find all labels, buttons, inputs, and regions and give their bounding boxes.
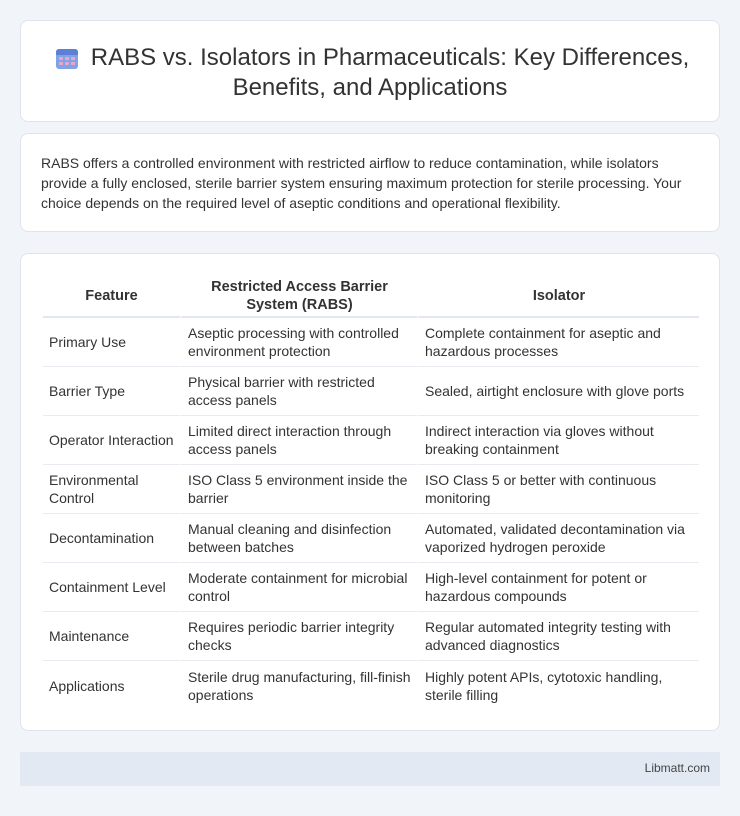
row-isolator: ISO Class 5 or better with continuous monitoring — [417, 465, 699, 514]
table-row — [43, 367, 699, 416]
comparison-table-card — [20, 253, 720, 731]
row-rabs: Limited direct interaction through access panels — [180, 416, 417, 465]
table-row — [43, 612, 699, 661]
footer — [20, 752, 720, 786]
table-row — [43, 416, 699, 465]
row-rabs: Aseptic processing with controlled environment protection — [180, 318, 417, 367]
comparison-table — [43, 276, 699, 710]
row-feature: Containment Level — [43, 563, 180, 612]
summary-text: RABS offers a controlled environment with restricted airflow to reduce contamination, while isolators provide a fully enclosed, sterile barrier system ensuring maximum protection for sterile processing. Your choice depends on the required level of aseptic conditions and operational flexibility. — [41, 155, 682, 211]
table-header-row — [43, 276, 699, 318]
row-feature: Decontamination — [43, 514, 180, 563]
row-rabs: Sterile drug manufacturing, fill-finish operations — [180, 661, 417, 710]
row-feature: Environmental Control — [43, 465, 180, 514]
header-rabs: Restricted Access Barrier System (RABS) — [180, 276, 417, 318]
row-isolator: Complete containment for aseptic and hazardous processes — [417, 318, 699, 367]
row-feature: Primary Use — [43, 318, 180, 367]
table-row — [43, 318, 699, 367]
row-isolator: Highly potent APIs, cytotoxic handling, sterile filling — [417, 661, 699, 710]
summary-card — [20, 133, 720, 232]
page-title — [21, 43, 719, 103]
header-feature: Feature — [43, 276, 180, 318]
row-feature: Applications — [49, 677, 125, 694]
row-isolator: Regular automated integrity testing with advanced diagnostics — [417, 612, 699, 661]
row-isolator: High-level containment for potent or hazardous compounds — [417, 563, 699, 612]
footer-site-link[interactable]: Libmatt.com — [644, 761, 710, 775]
row-isolator: Indirect interaction via gloves without breaking containment — [417, 416, 699, 465]
row-isolator: Sealed, airtight enclosure with glove ports — [417, 367, 699, 416]
row-rabs: Manual cleaning and disinfection between batches — [180, 514, 417, 563]
row-rabs: ISO Class 5 environment inside the barrier — [180, 465, 417, 514]
header-isolator: Isolator — [417, 276, 699, 318]
table-row — [43, 563, 699, 612]
table-row — [43, 514, 699, 563]
row-feature: Barrier Type — [43, 367, 180, 416]
row-rabs: Moderate containment for microbial control — [180, 563, 417, 612]
page-title-line2: Benefits, and Applications — [232, 74, 508, 101]
title-card — [20, 20, 720, 122]
row-isolator: Automated, validated decontamination via vaporized hydrogen peroxide — [417, 514, 699, 563]
table-row — [43, 465, 699, 514]
row-feature: Maintenance — [43, 612, 180, 661]
table-row — [43, 661, 699, 710]
row-rabs: Requires periodic barrier integrity checks — [180, 612, 417, 661]
page-title-line1: RABS vs. Isolators in Pharmaceuticals: Key Differences, — [90, 44, 690, 71]
row-feature: Operator Interaction — [43, 416, 180, 465]
row-rabs: Physical barrier with restricted access panels — [180, 367, 417, 416]
